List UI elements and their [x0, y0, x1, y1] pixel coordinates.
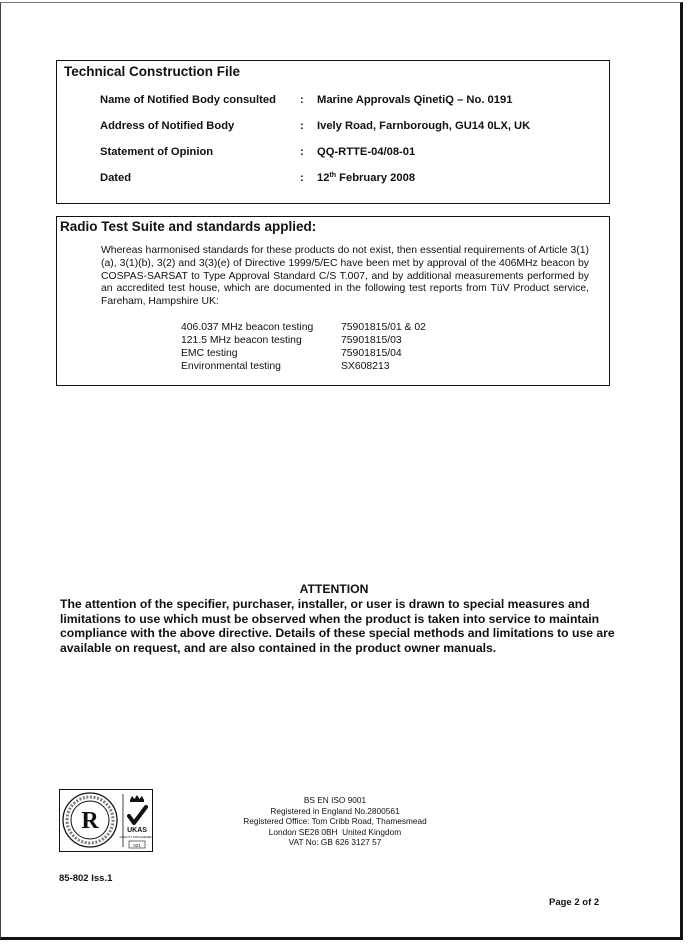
report-number: 75901815/04	[341, 348, 402, 359]
footer-line-city: London SE28 0BH United Kingdom	[268, 826, 402, 837]
tcf-value-date	[317, 172, 415, 184]
tcf-label: Name of Notified Body consulted	[100, 94, 276, 106]
rts-title: Radio Test Suite and standards applied:	[60, 219, 317, 234]
attention-title: ATTENTION	[299, 582, 369, 596]
ukas-crown-tick-icon	[129, 795, 146, 823]
tcf-colon: :	[300, 146, 304, 158]
tcf-colon: :	[300, 94, 304, 106]
page-number: Page 2 of 2	[549, 897, 600, 908]
report-test: Environmental testing	[181, 361, 281, 372]
tcf-row-dated	[100, 172, 600, 188]
date-day: 12	[317, 172, 330, 184]
tcf-row-notified-body	[100, 94, 600, 110]
report-number: SX608213	[341, 361, 390, 372]
report-test: EMC testing	[181, 348, 238, 359]
date-month-year: February 2008	[336, 172, 416, 184]
ukas-label: UKAS	[127, 827, 147, 834]
tcf-colon: :	[300, 120, 304, 132]
tcf-value: Ively Road, Farnborough, GU14 0LX, UK	[317, 120, 531, 132]
radio-test-suite-box	[56, 216, 610, 386]
footer-line-registered: Registered in England No.2800561	[270, 805, 400, 816]
quality-logo	[59, 789, 153, 852]
tcf-row-address	[100, 120, 600, 136]
attention-text: The attention of the specifier, purchaser, installer, or user is drawn to special measures and limitations to use which must be observed when the product is taken into service to maintain compliance with the above directive. Details of these special methods and limitations to use are available on request, and are also contained in the product owner manuals.	[60, 597, 615, 655]
ukas-number: 021	[133, 843, 141, 848]
seal-letter: R	[81, 808, 99, 834]
rts-paragraph: Whereas harmonised standards for these products do not exist, then essential requirements of Article 3(1)(a), 3(1)(b), 3(2) and 3(3)(e) of Directive 1999/5/EC have been met by approval of the 406MHz beacon by COSPAS-SARSAT to Type Approval Standard C/S T.007, and by additional measurements performed by an accredited test house, which are documented in the following test reports from TüV Product service, Fareham, Hampshire UK:	[101, 245, 589, 308]
tcf-colon: :	[300, 172, 304, 184]
footer-line-office: Registered Office: Tom Cribb Road, Thamesmead	[243, 816, 427, 827]
technical-construction-file-box	[56, 60, 610, 204]
tcf-label: Dated	[100, 172, 132, 184]
tcf-value: QQ-RTTE-04/08-01	[317, 146, 416, 158]
registered-quality-seal	[60, 790, 152, 851]
report-test: 121.5 MHz beacon testing	[181, 335, 302, 346]
tcf-title: Technical Construction File	[64, 64, 241, 79]
document-code: 85-802 Iss.1	[59, 873, 113, 884]
report-number: 75901815/01 & 02	[341, 322, 426, 333]
footer-line-vat: VAT No: GB 626 3127 57	[288, 837, 382, 848]
date-ordinal: th	[329, 172, 337, 179]
tcf-value: Marine Approvals QinetiQ – No. 0191	[317, 94, 513, 106]
report-test: 406.037 MHz beacon testing	[181, 322, 314, 333]
tcf-row-statement	[100, 146, 600, 162]
report-number: 75901815/03	[341, 335, 402, 346]
footer-line-iso: BS EN ISO 9001	[303, 795, 367, 805]
company-registration	[200, 795, 470, 848]
ukas-sub: QUALITY MANAGEMENT	[119, 835, 152, 839]
tcf-label: Statement of Opinion	[100, 146, 214, 158]
tcf-label: Address of Notified Body	[100, 120, 235, 132]
